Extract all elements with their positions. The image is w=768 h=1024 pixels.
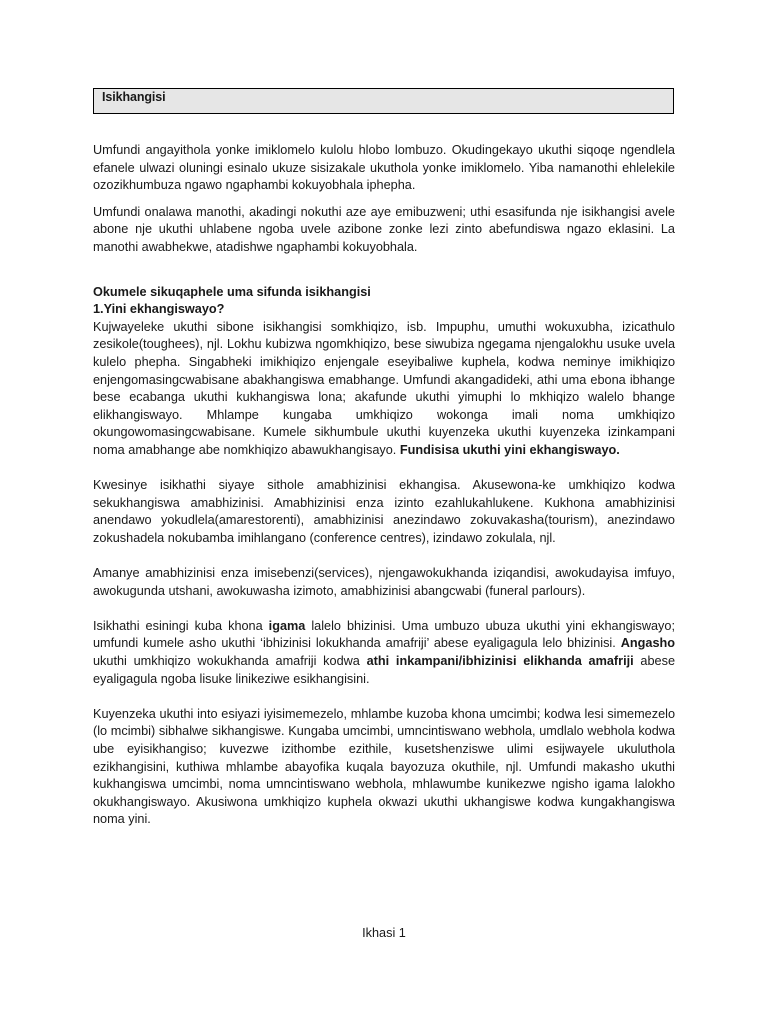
emphasis-company: athi inkampani/ibhizinisi elikhanda amafriji bbox=[366, 654, 634, 669]
page-number: Ikhasi 1 bbox=[362, 926, 406, 940]
spacer bbox=[93, 688, 675, 706]
page-title: Isikhangisi bbox=[102, 90, 166, 104]
spacer bbox=[93, 460, 675, 478]
document-body bbox=[93, 142, 675, 829]
section-heading: Okumele sikuqaphele uma sifunda isikhangisi bbox=[93, 284, 371, 299]
text-run: abese eyaligagula ngoba lisuke linikeziwe esikhangisini. bbox=[93, 654, 676, 686]
spacer bbox=[93, 600, 675, 618]
text-run: lalelo bhizinisi. Uma umbuzo ubuza ukuthi yini ekhangiswayo; umfundi kumele asho ukuthi ‘ibhizinisi lokukhanda amafriji’ abese eyaligagula lelo bhizinisi. bbox=[93, 618, 675, 651]
paragraph-intro-2: Umfundi onalawa manothi, akadingi nokuthi aze aye emibuzweni; uthi esasifunda nje isikhangisi avele abone nje ukuthi uhlabene ngoba uvele azibone zonke lezi zinto abefundiswa ngazo eklasini. La manothi awabhekwe, atadishwe ngaphambi kokuyobhala. bbox=[93, 204, 675, 254]
emphasis-angasho: Angasho bbox=[620, 636, 675, 651]
spacer bbox=[93, 257, 675, 284]
text-run: ukuthi umkhiqizo wokukhanda amafriji kodwa bbox=[93, 654, 367, 669]
paragraph-product-text: Kujwayeleke ukuthi sibone isikhangisi somkhiqizo, isb. Impuphu, umuthi wokuxubha, izicathulo zesikole(toughees), njl. Lokhu kubizwa ngomkhiqizo, bese siwubiza ngegama njengalokhu usuke uvela kulelo phepha. Singabheki imikhiqizo enjengale eseyibaliwe kuphela, kodwa neminye imikhiqizo enjengomasingcwabisane abakhangiswa emabhange. Umfundi akangadideki, athi uma ebona ibhange bese ecabanga ukuthi kukhangiswa lona; akafunde ukuthi yimuphi lo mkhiqizo walelo bhange elikhangiswayo. Mhlampe kungaba umkhiqizo wokonga imali noma umkhiqizo okungowomasingcwabisane. Kumele sikhumbule ukuthi kuyenzeka ukuthi kuyenzeka izinkampani noma amabhange abe nomkhiqizo abawukhangisayo. bbox=[93, 319, 675, 457]
spacer bbox=[93, 547, 675, 565]
paragraph-events: Kuyenzeka ukuthi into esiyazi iyisimemezelo, mhlambe kuzoba khona umcimbi; kodwa lesi simemezelo (lo mcimbi) sibhalwe sikhangiswe. Kungaba umcimbi, umncintiswano webhola, umdlalo webhola kodwa ube eyisikhangiso; kuvezwe izithombe ezithile, kusetshenziswe ulimi esijwayele ukuluthola ezikhangisini, kuthiwa mhlambe abayofika kuqala bayozuza okuthile, njl. Umfundi makasho ukuthi kukhangiswa umcimbi, noma umncintiswano webhola, mhlawumbe kunikezwe ngisho igama lalokho okukhangiswayo. Akusiwona umkhiqizo kuphela okwazi ukuthi ukhangiswe kodwa kungakhangiswa noma yini. bbox=[93, 706, 675, 827]
paragraph-product bbox=[93, 319, 675, 460]
paragraph-business-name bbox=[93, 618, 675, 688]
paragraph-businesses: Kwesinye isikhathi siyaye sithole amabhizinisi ekhangisa. Akusewona-ke umkhiqizo kodwa sekukhangiswa amabhizinisi. Amabhizinisi enza izinto ezahlukahlukene. Kukhona amabhizinisi anendawo yokudlela(amarestorenti), amabhizinisi anezindawo zokuvakasha(tourism), anezindawo zokushadela nokubamba imihlangano (conference centres), izindawo zokulala, njl. bbox=[93, 478, 675, 545]
text-run: Isikhathi esiningi kuba khona bbox=[93, 618, 269, 633]
paragraph-services: Amanye amabhizinisi enza imisebenzi(services), njengawokukhanda iziqandisi, awokudayisa imfuyo, awokugunda utshani, awokuwasha izimoto, amabhizinisi abangcwabi (funeral parlours). bbox=[93, 566, 675, 598]
paragraph-product-emphasis: Fundisisa ukuthi yini ekhangiswayo. bbox=[399, 442, 620, 457]
emphasis-igama: igama bbox=[268, 618, 306, 633]
title-box bbox=[93, 88, 674, 114]
paragraph-intro-1: Umfundi angayithola yonke imiklomelo kulolu hlobo lombuzo. Okudingekayo ukuthi siqoqe ngendlela efanele ulwazi oluningi esinalo ukuze sisizakale ukuthola yonke imiklomelo. Yiba namanothi ehlelekile ozozikhumbuza ngawo ngaphambi kokuyobhala iphepha. bbox=[93, 143, 675, 193]
section-subheading: 1.Yini ekhangiswayo? bbox=[93, 302, 225, 317]
